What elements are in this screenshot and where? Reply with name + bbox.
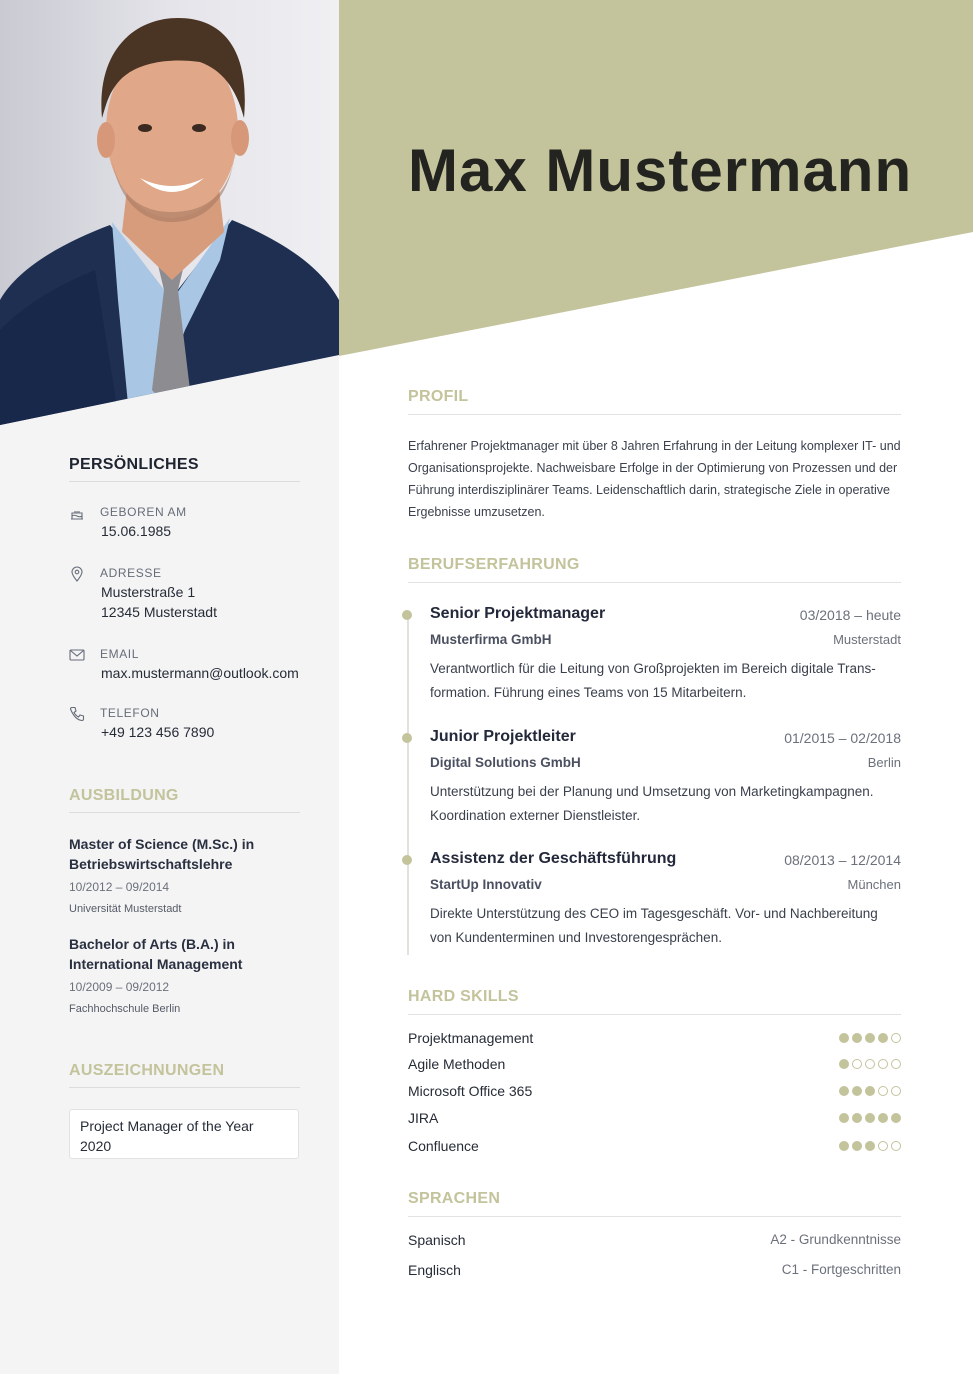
skill-rating: [839, 1113, 901, 1123]
phone-icon: [69, 706, 85, 722]
job-description: Unterstützung bei der Planung und Umsetzung von Marketingkampagnen. Koordination externer Dienstleister.: [430, 784, 874, 823]
rating-dot-empty: [852, 1059, 862, 1069]
address-label: ADRESSE: [100, 566, 162, 580]
job-title: Assistenz der Geschäftsführung: [430, 850, 677, 867]
job-dates: 08/2013 – 12/2014: [784, 852, 901, 868]
portrait-photo: [0, 0, 339, 425]
personal-heading: PERSÖNLICHES: [69, 456, 300, 482]
skill-name: Confluence: [408, 1138, 479, 1154]
rating-dot-empty: [891, 1086, 901, 1096]
rating-dot-empty: [878, 1059, 888, 1069]
address-street: Musterstraße 1: [101, 584, 196, 600]
skill-row: [408, 1110, 901, 1130]
rating-dot-filled: [839, 1059, 849, 1069]
rating-dot-filled: [878, 1113, 888, 1123]
job-description: Direkte Unterstützung des CEO im Tagesgeschäft. Vor- und Nachbereitung von Kundenterminen und Investorengesprächen.: [430, 906, 878, 945]
skill-rating: [839, 1141, 901, 1151]
birthdate-label: GEBOREN AM: [100, 505, 187, 519]
experience-heading: BERUFSERFAHRUNG: [408, 556, 901, 583]
email-label: EMAIL: [100, 647, 140, 661]
language-row: [408, 1262, 901, 1282]
phone-label: TELEFON: [100, 706, 160, 720]
candidate-name: Max Mustermann: [408, 137, 913, 204]
job-dates: 03/2018 – heute: [799, 607, 901, 623]
skill-row: [408, 1138, 901, 1158]
job-location: Musterstadt: [833, 632, 901, 647]
language-name: Englisch: [408, 1262, 461, 1278]
rating-dot-empty: [891, 1059, 901, 1069]
rating-dot-filled: [891, 1113, 901, 1123]
skill-name: JIRA: [408, 1110, 439, 1126]
timeline-dot: [402, 610, 412, 620]
education-heading: AUSBILDUNG: [69, 787, 300, 813]
email-value[interactable]: max.mustermann@outlook.com: [101, 665, 299, 681]
timeline-dot: [402, 855, 412, 865]
skill-rating: [839, 1086, 901, 1096]
job-company: Musterfirma GmbH: [430, 632, 552, 647]
education-school: Fachhochschule Berlin: [69, 1003, 181, 1015]
rating-dot-filled: [865, 1086, 875, 1096]
rating-dot-filled: [839, 1113, 849, 1123]
skill-rating: [839, 1059, 901, 1069]
mail-icon: [69, 647, 85, 663]
rating-dot-filled: [852, 1086, 862, 1096]
job-company: StartUp Innovativ: [430, 877, 542, 892]
rating-dot-empty: [878, 1086, 888, 1096]
phone-value[interactable]: +49 123 456 7890: [101, 724, 215, 740]
education-period: 10/2012 – 09/2014: [69, 880, 170, 894]
birthdate-value: 15.06.1985: [101, 523, 172, 539]
awards-heading: AUSZEICHNUNGEN: [69, 1062, 300, 1088]
skill-name: Microsoft Office 365: [408, 1083, 533, 1099]
rating-dot-filled: [852, 1113, 862, 1123]
skill-row: [408, 1030, 901, 1050]
language-name: Spanisch: [408, 1232, 466, 1248]
address-city: 12345 Musterstadt: [101, 604, 217, 620]
education-school: Universität Musterstadt: [69, 903, 182, 915]
job-dates: 01/2015 – 02/2018: [784, 730, 901, 746]
profile-heading: PROFIL: [408, 388, 901, 415]
languages-heading: SPRACHEN: [408, 1190, 901, 1217]
award-card: Project Manager of the Year 2020: [69, 1109, 299, 1159]
job-location: Berlin: [867, 755, 901, 770]
rating-dot-filled: [865, 1141, 875, 1151]
hard-skills-heading: HARD SKILLS: [408, 988, 901, 1015]
rating-dot-filled: [878, 1033, 888, 1043]
rating-dot-empty: [891, 1033, 901, 1043]
job-title: Senior Projektmanager: [430, 605, 606, 622]
education-item: [69, 934, 299, 1015]
rating-dot-filled: [852, 1033, 862, 1043]
rating-dot-empty: [891, 1141, 901, 1151]
job-title: Junior Projektleiter: [430, 728, 576, 745]
rating-dot-filled: [852, 1141, 862, 1151]
education-degree: Bachelor of Arts (B.A.) in International Management: [69, 936, 243, 972]
skill-name: Agile Methoden: [408, 1056, 506, 1072]
job-company: Digital Solutions GmbH: [430, 755, 581, 770]
skill-name: Projektmanagement: [408, 1030, 534, 1046]
education-degree: Master of Science (M.Sc.) in Betriebswirtschaftslehre: [69, 836, 255, 872]
rating-dot-filled: [839, 1141, 849, 1151]
timeline-line: [407, 611, 409, 955]
timeline-dot: [402, 733, 412, 743]
rating-dot-filled: [839, 1033, 849, 1043]
skill-row: [408, 1083, 901, 1103]
rating-dot-empty: [878, 1141, 888, 1151]
rating-dot-filled: [839, 1086, 849, 1096]
job-location: München: [847, 877, 901, 892]
rating-dot-filled: [865, 1033, 875, 1043]
profile-text: Erfahrener Projektmanager mit über 8 Jahren Erfahrung in der Leitung komplexer IT- und Organisationsprojekte. Nachweisbare Erfolge in der Optimierung von Prozessen und der Führung interdisziplinärer Teams. Leidenschaftlich darin, strategische Ziele in operative Ergebnisse umzusetzen.: [408, 439, 901, 519]
education-period: 10/2009 – 09/2012: [69, 980, 170, 994]
language-level: C1 - Fortgeschritten: [781, 1262, 901, 1277]
language-row: [408, 1232, 901, 1252]
language-level: A2 - Grundkenntnisse: [770, 1232, 901, 1247]
skill-row: [408, 1056, 901, 1076]
skill-rating: [839, 1033, 901, 1043]
education-item: [69, 834, 299, 915]
job-description: Verantwortlich für die Leitung von Großprojekten im Bereich digitale Trans-formation. Führung eines Teams von 15 Mitarbeitern.: [430, 661, 876, 700]
cake-icon: [69, 505, 85, 521]
rating-dot-filled: [865, 1113, 875, 1123]
location-pin-icon: [69, 566, 85, 582]
rating-dot-empty: [865, 1059, 875, 1069]
